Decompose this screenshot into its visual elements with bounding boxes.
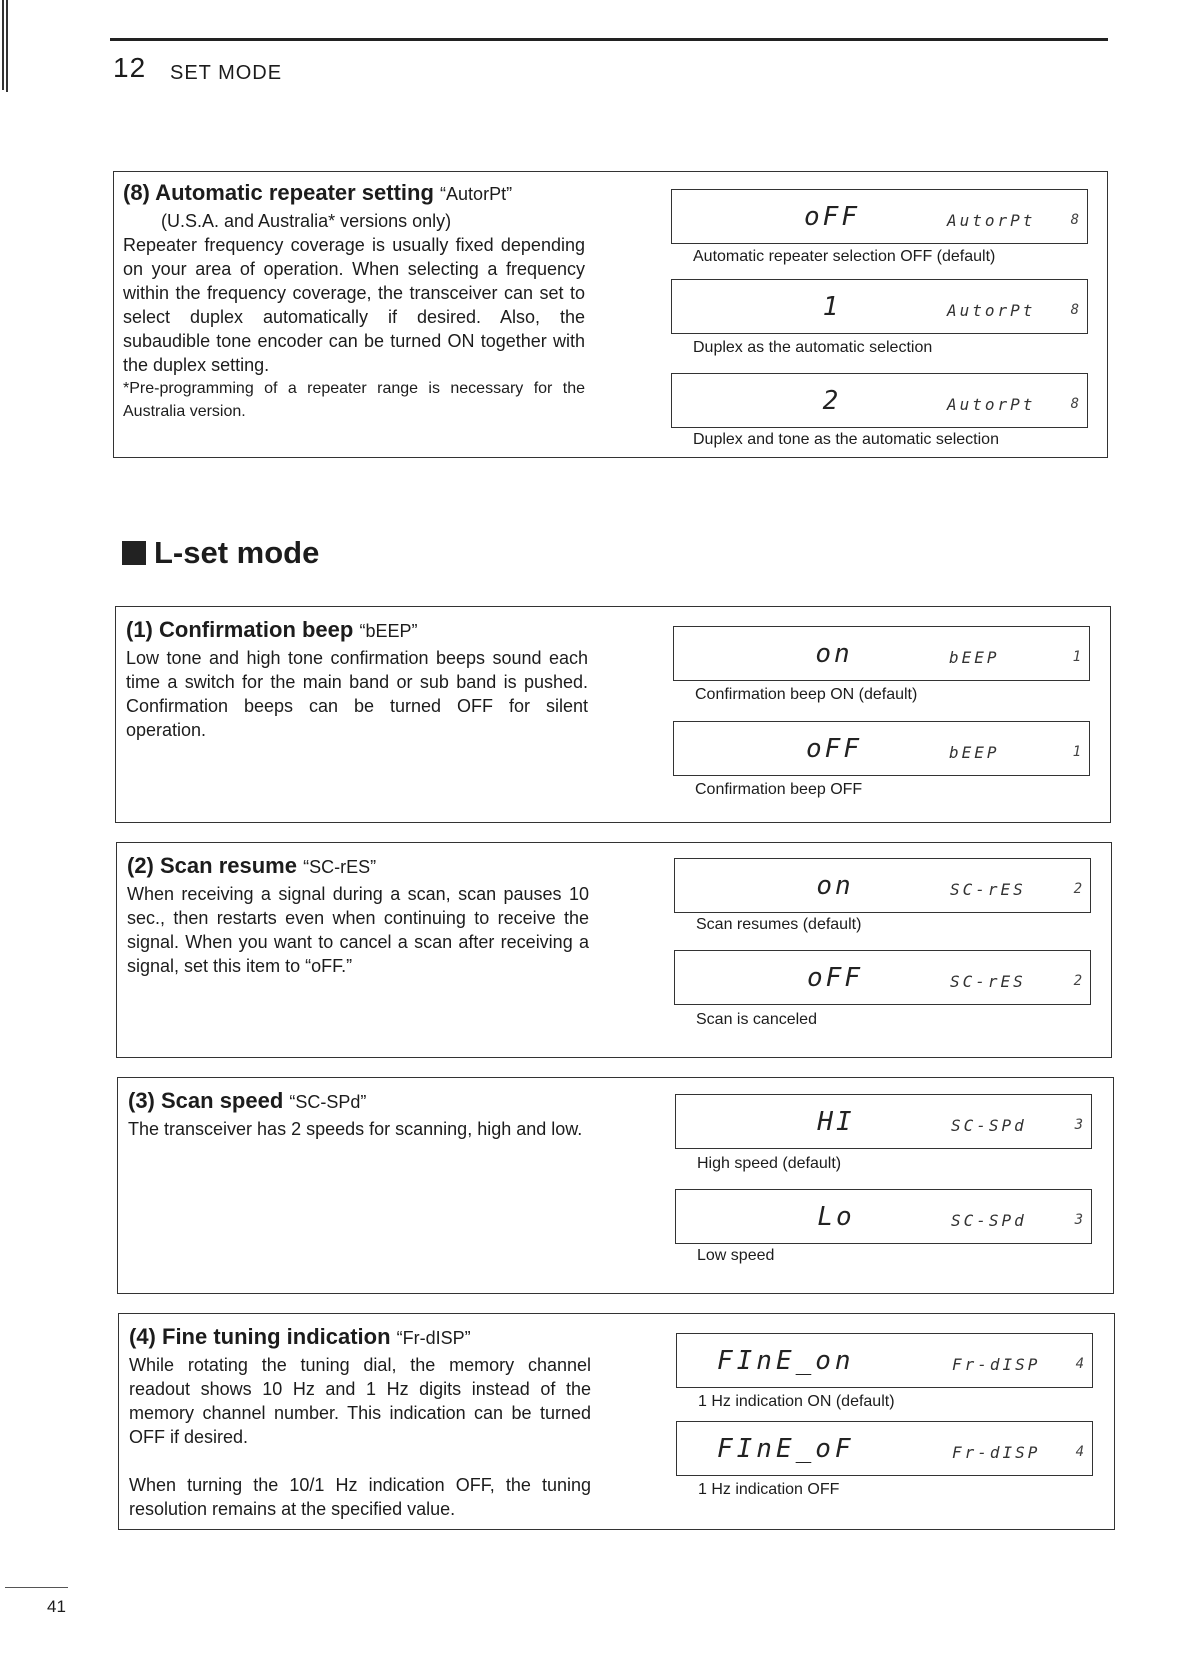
scanres-code: “SC-rES” — [303, 857, 377, 877]
caption-beep-on: Confirmation beep ON (default) — [695, 686, 918, 703]
finetune-code: “Fr-dISP” — [396, 1328, 471, 1348]
binding-marks — [0, 0, 10, 95]
caption-scanres-on: Scan resumes (default) — [696, 916, 862, 933]
lcd-autorpt-1: 1 AutorPt 8 — [671, 279, 1088, 334]
finetune-title: (4) Fine tuning indication “Fr-dISP” — [129, 1324, 471, 1349]
square-bullet-icon — [122, 541, 146, 565]
scanres-title: (2) Scan resume “SC-rES” — [127, 853, 377, 878]
scanres-body: When receiving a signal during a scan, scan pauses 10 sec., then restarts even when continuing to receive the signal. When you want to cancel a scan after receiving a signal, set this item to “oFF.” — [127, 884, 589, 976]
lcd-beep-on: on bEEP 1 — [673, 626, 1090, 681]
beep-text — [126, 617, 588, 742]
header-rule — [110, 38, 1108, 41]
finetune-body-2: When turning the 10/1 Hz indication OFF, the tuning resolution remains at the specified value. — [129, 1475, 591, 1519]
autorpt-body: Repeater frequency coverage is usually fixed depending on your area of operation. When selecting a frequency within the frequency coverage, the transceiver can set to select duplex automatically if desired. Also, the subaudible tone encoder can be turned ON together with the duplex setting. — [123, 235, 585, 375]
lcd-scanres-on: on SC-rES 2 — [674, 858, 1091, 913]
footer-rule — [5, 1587, 68, 1588]
beep-body: Low tone and high tone confirmation beeps sound each time a switch for the main band or sub band is pushed. Confirmation beeps can be turned OFF for silent operation. — [126, 648, 588, 740]
scanspd-title: (3) Scan speed “SC-SPd” — [128, 1088, 367, 1113]
autorpt-title: (8) Automatic repeater setting “AutorPt” — [123, 180, 513, 205]
lcd-beep-off: oFF bEEP 1 — [673, 721, 1090, 776]
scanspd-body: The transceiver has 2 speeds for scanning, high and low. — [128, 1119, 583, 1139]
chapter-title: SET MODE — [170, 62, 283, 84]
caption-autorpt-2: Duplex and tone as the automatic selection — [693, 431, 999, 448]
finetune-text — [129, 1324, 591, 1521]
lcd-autorpt-2: 2 AutorPt 8 — [671, 373, 1088, 428]
caption-finetune-on: 1 Hz indication ON (default) — [698, 1393, 895, 1410]
caption-finetune-off: 1 Hz indication OFF — [698, 1481, 840, 1498]
beep-code: “bEEP” — [359, 621, 418, 641]
autorpt-code: “AutorPt” — [440, 184, 513, 204]
lcd-autorpt-off: oFF AutorPt 8 — [671, 189, 1088, 244]
caption-autorpt-1: Duplex as the automatic selection — [693, 339, 933, 356]
page-number: 41 — [47, 1597, 66, 1616]
caption-beep-off: Confirmation beep OFF — [695, 781, 863, 798]
scanres-text — [127, 853, 589, 978]
lcd-finetune-off: FInE_oF Fr-dISP 4 — [676, 1421, 1093, 1476]
caption-scanspd-lo: Low speed — [697, 1247, 775, 1264]
scanspd-code: “SC-SPd” — [289, 1092, 367, 1112]
lcd-scanres-off: oFF SC-rES 2 — [674, 950, 1091, 1005]
lcd-finetune-on: FInE_on Fr-dISP 4 — [676, 1333, 1093, 1388]
lcd-scanspd-lo: Lo SC-SPd 3 — [675, 1189, 1092, 1244]
lcd-scanspd-hi: HI SC-SPd 3 — [675, 1094, 1092, 1149]
caption-scanspd-hi: High speed (default) — [697, 1155, 842, 1172]
beep-title: (1) Confirmation beep “bEEP” — [126, 617, 418, 642]
autorpt-text — [123, 180, 585, 423]
autorpt-subtitle: (U.S.A. and Australia* versions only) — [161, 211, 452, 231]
caption-scanres-off: Scan is canceled — [696, 1011, 817, 1028]
scanspd-text — [128, 1088, 590, 1141]
caption-autorpt-off: Automatic repeater selection OFF (default) — [693, 248, 996, 265]
chapter-number: 12 — [113, 52, 147, 83]
lset-heading: L-set mode — [122, 533, 319, 573]
autorpt-note: *Pre-programming of a repeater range is necessary for the Australia version. — [123, 380, 585, 420]
finetune-body-1: While rotating the tuning dial, the memory channel readout shows 10 Hz and 1 Hz digits instead of the memory channel number. This indication can be turned OFF if desired. — [129, 1355, 591, 1447]
